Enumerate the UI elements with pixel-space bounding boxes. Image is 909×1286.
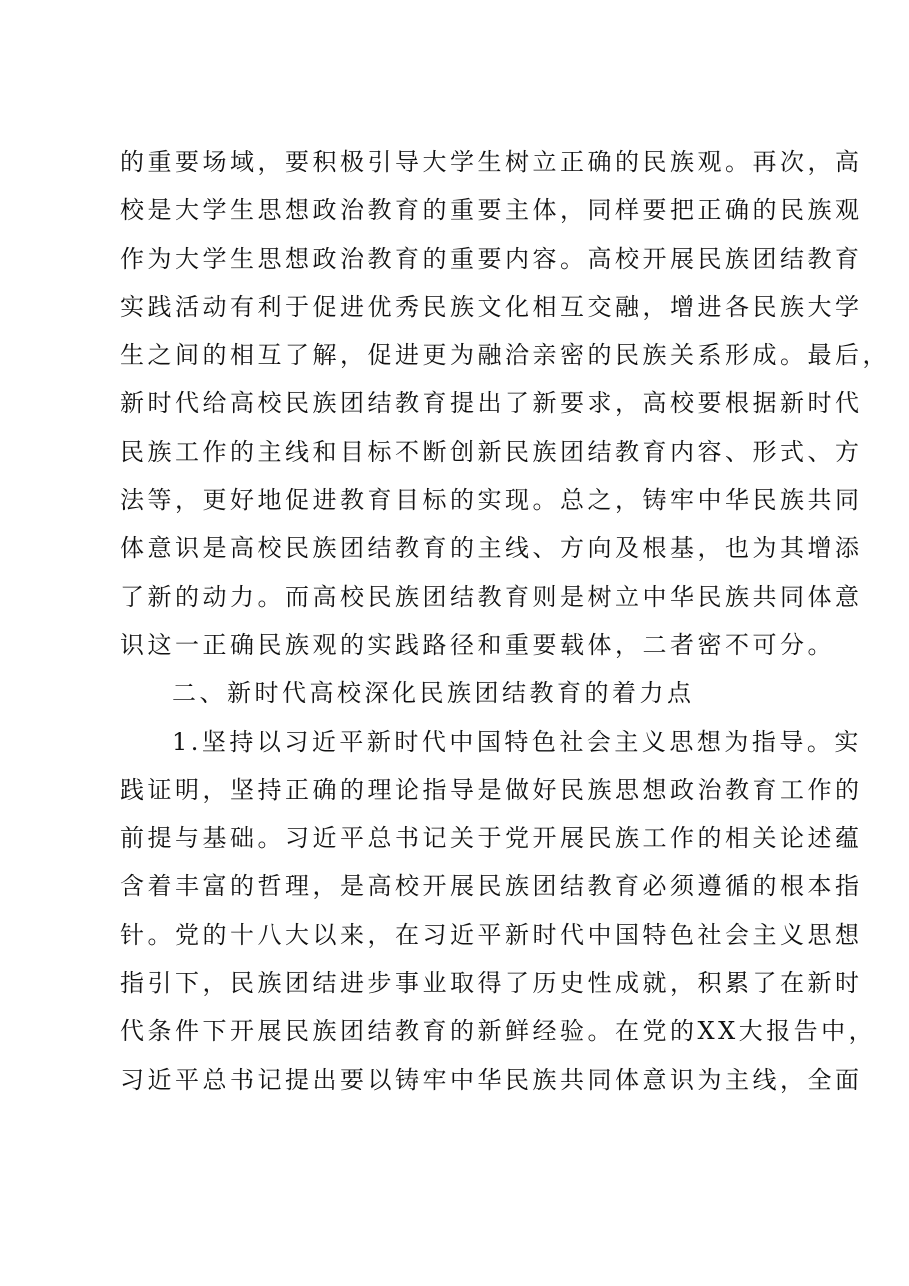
text-line: 生之间的相互了解，促进更为融洽亲密的民族关系形成。最后， (120, 341, 890, 370)
text-line: 的重要场域，要积极引导大学生树立正确的民族观。再次，高 (120, 148, 863, 176)
text-line: 代条件下开展民族团结教育的新鲜经验。在党的XX大报告中， (120, 1017, 877, 1046)
body-text (120, 138, 890, 1104)
text-line: 校是大学生思想政治教育的重要主体，同样要把正确的民族观 (120, 196, 863, 225)
text-line: 含着丰富的哲理，是高校开展民族团结教育必须遵循的根本指 (120, 872, 863, 901)
text-line: 识这一正确民族观的实践路径和重要载体，二者密不可分。 (120, 630, 835, 659)
text-line: 指引下，民族团结进步事业取得了历史性成就，积累了在新时 (120, 969, 863, 998)
text-line: 体意识是高校民族团结教育的主线、方向及根基，也为其增添 (120, 534, 863, 563)
text-line: 法等，更好地促进教育目标的实现。总之，铸牢中华民族共同 (120, 486, 863, 515)
text-line: 新时代给高校民族团结教育提出了新要求，高校要根据新时代 (120, 389, 863, 418)
section-heading: 二、新时代高校深化民族团结教育的着力点 (172, 679, 695, 708)
text-line: 针。党的十八大以来，在习近平新时代中国特色社会主义思想 (120, 920, 863, 949)
text-line: 民族工作的主线和目标不断创新民族团结教育内容、形式、方 (120, 437, 863, 466)
text-line: 践证明，坚持正确的理论指导是做好民族思想政治教育工作的 (120, 775, 863, 804)
text-line: 习近平总书记提出要以铸牢中华民族共同体意识为主线，全面 (120, 1065, 863, 1094)
text-line: 作为大学生思想政治教育的重要内容。高校开展民族团结教育 (120, 244, 863, 273)
text-line: 1.坚持以习近平新时代中国特色社会主义思想为指导。实 (172, 727, 862, 756)
text-line: 实践活动有利于促进优秀民族文化相互交融，增进各民族大学 (120, 292, 863, 321)
text-line: 前提与基础。习近平总书记关于党开展民族工作的相关论述蕴 (120, 824, 863, 853)
text-line: 了新的动力。而高校民族团结教育则是树立中华民族共同体意 (120, 582, 863, 611)
